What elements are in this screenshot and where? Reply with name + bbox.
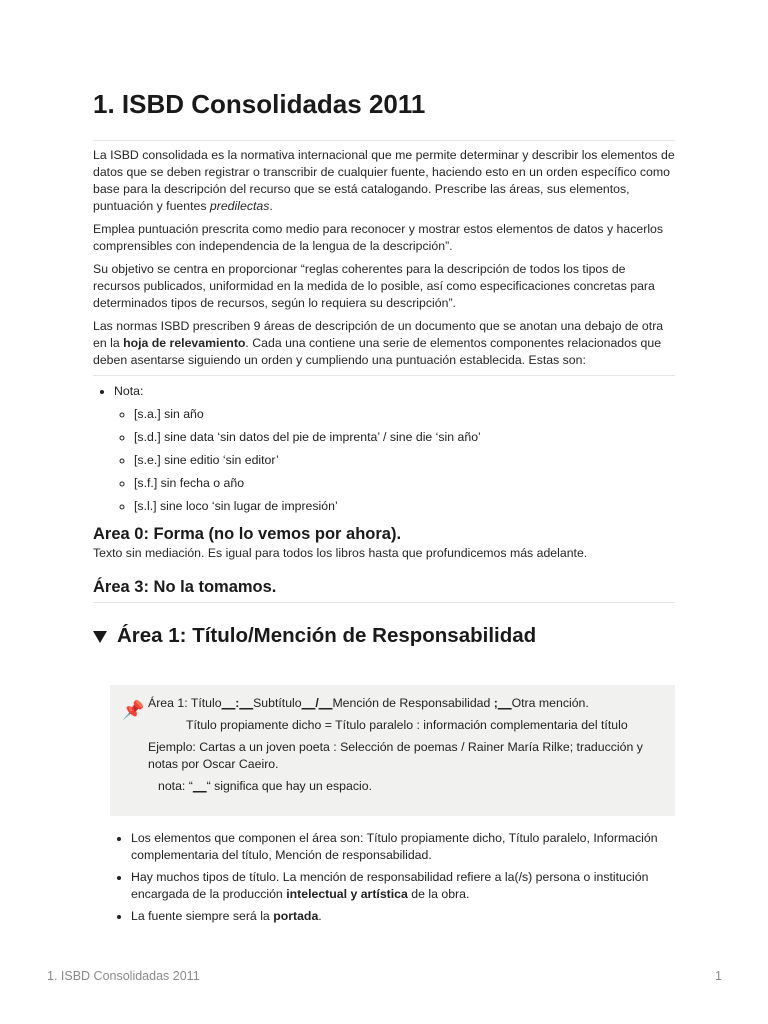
callout-line-3: Ejemplo: Cartas a un joven poeta : Selección de poemas / Rainer María Rilke; traducción y notas por Oscar Caeiro. (148, 740, 643, 771)
area0-heading: Area 0: Forma (no lo vemos por ahora). (93, 525, 402, 543)
intro-p1-end: . (269, 199, 273, 213)
nota-subitem: ◦ [s.f.] sin fecha o año (134, 475, 675, 492)
nota-item (114, 383, 675, 515)
space-marker: __ (301, 696, 316, 710)
item2-text-b: de la obra. (407, 887, 470, 901)
list-item: • Los elementos que componen el área son: Título propiamente dicho, Título paralelo, Información complementaria del título, Mención de responsabilidad. (131, 830, 675, 864)
area1-list (93, 830, 675, 925)
item3-text-b: . (318, 909, 322, 923)
area3-heading: Área 3: No la tomamos. (93, 576, 675, 603)
nota-subitem: ◦ [s.e.] sine editio ‘sin editor’ (134, 452, 675, 469)
callout-line-4 (148, 778, 655, 795)
triangle-down-icon[interactable] (93, 631, 107, 643)
intro-paragraph-2: Emplea puntuación prescrita como medio para reconocer y mostrar estos elementos de datos y hacerlos comprensibles con independencia de la lengua de la descripción”. (93, 222, 664, 253)
intro-p4-text-a: Las normas ISBD prescriben 9 áreas de descripción de un documento que se anotan una debajo de otra en la (93, 319, 664, 350)
callout-l1-d: / (315, 696, 319, 710)
callout-line-1 (148, 695, 655, 712)
callout-l1-e: Mención de Responsabilidad (332, 696, 491, 710)
divider (93, 375, 675, 376)
list-item (131, 869, 675, 903)
callout-l1-c: Subtítulo (253, 696, 302, 710)
page-number: 1 (715, 969, 722, 983)
intro-p1-text: La ISBD consolidada es la normativa internacional que me permite determinar y describir los elementos de datos que se deben registrar o transcribir de cualquier fuente, haciendo esto en un orden específico como base para la descripción del recurso que se está catalogando. Prescribe las áreas, sus elementos, puntuación y fuentes (93, 148, 675, 213)
nota-list (93, 383, 675, 515)
area1-callout (110, 685, 675, 816)
space-marker: __ (318, 696, 333, 710)
space-marker: __ (221, 696, 236, 710)
callout-l1-f: ; (493, 696, 498, 710)
page-title: 1. ISBD Consolidadas 2011 (93, 88, 675, 141)
area1-heading: Área 1: Título/Mención de Responsabilidad (117, 624, 537, 647)
footer-title: 1. ISBD Consolidadas 2011 (47, 969, 200, 983)
callout-line-2: Título propiamente dicho = Título paralelo : información complementaria del título (186, 718, 628, 732)
callout-l1-a: Área 1: Título (148, 696, 222, 710)
space-marker: __ (497, 696, 512, 710)
intro-p4-text-b: . Cada una contiene una serie de elementos componentes relacionados que deben asentarse siguiendo un orden y cumpliendo una puntuación establecida. Estas son: (93, 336, 662, 367)
intro-p4-strong: hoja de relevamiento (123, 336, 246, 350)
area1-toggle[interactable] (93, 623, 675, 649)
callout-l1-g: Otra mención. (511, 696, 589, 710)
nota-subitem: ◦ [s.l.] sine loco ‘sin lugar de impresión’ (134, 498, 675, 515)
item3-strong: portada (273, 909, 319, 923)
space-marker: __ (192, 779, 207, 793)
space-marker: __ (239, 696, 254, 710)
nota-sublist (114, 406, 675, 515)
nota-subitem: ◦ [s.a.] sin año (134, 406, 675, 423)
callout-l4-a: nota: “ (158, 779, 193, 793)
intro-paragraph-1 (93, 147, 675, 215)
intro-paragraph-3: Su objetivo se centra en proporcionar “reglas coherentes para la descripción de todos los tipos de recursos publicados, uniformidad en la medida de lo posible, así como especificaciones concretas para determinados tipos de recursos, según lo requiera su descripción”. (93, 262, 655, 310)
callout-l4-b: “ significa que hay un espacio. (206, 779, 372, 793)
callout-l1-b: : (235, 696, 240, 710)
item2-text-a: Hay muchos tipos de título. La mención de responsabilidad refiere a la(/s) persona o institución encargada de la producción (131, 870, 649, 901)
callout-text (148, 695, 655, 800)
nota-label: Nota: (114, 384, 144, 398)
item2-strong: intelectual y artística (286, 887, 408, 901)
pushpin-icon: 📌 (122, 700, 145, 720)
page-content (93, 88, 675, 930)
list-item (131, 908, 675, 925)
nota-subitem: ◦ [s.d.] sine data ‘sin datos del pie de imprenta’ / sine die ‘sin año’ (134, 429, 675, 446)
item3-text-a: La fuente siempre será la (131, 909, 274, 923)
intro-p1-emphasis: predilectas (209, 199, 270, 213)
area0-text: Texto sin mediación. Es igual para todos los libros hasta que profundicemos más adelante. (93, 546, 588, 560)
intro-paragraph-4 (93, 318, 675, 369)
